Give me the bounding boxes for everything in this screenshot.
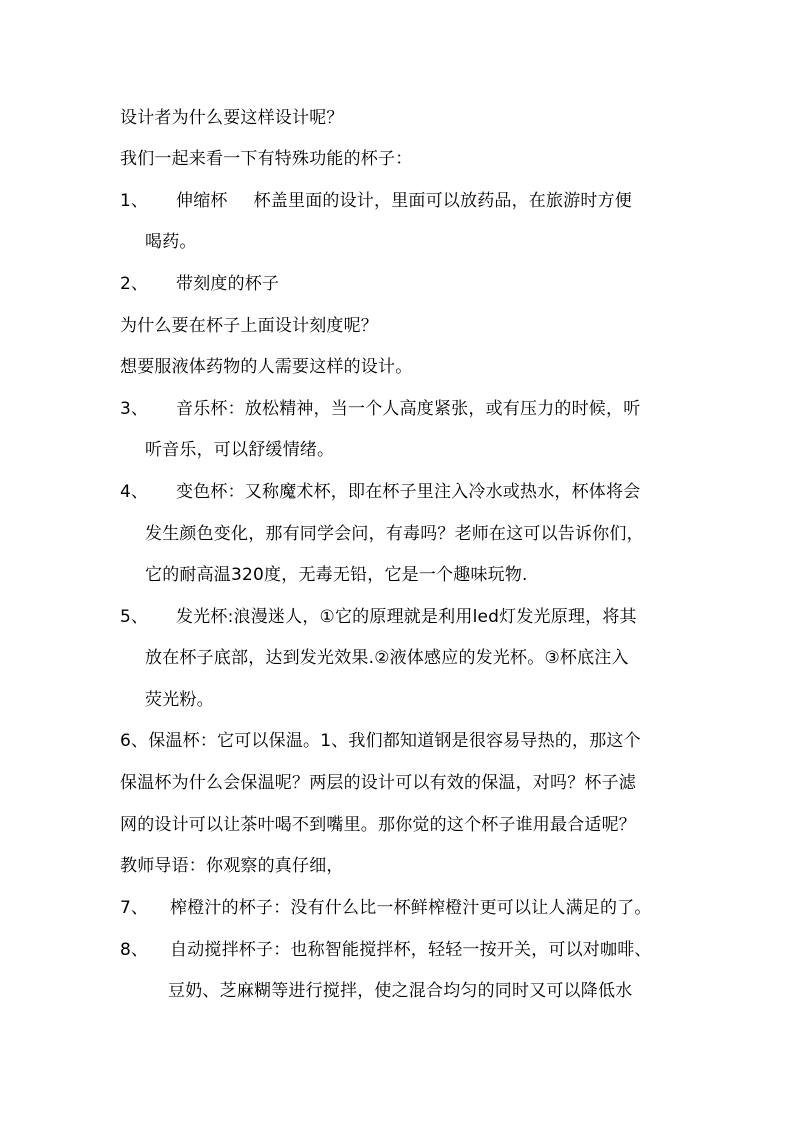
list-item-1-continued: 喝药。 xyxy=(145,232,197,252)
list-item-3-continued: 听音乐，可以舒缓情绪。 xyxy=(145,440,335,460)
list-item-7 xyxy=(120,896,652,920)
answer-scale: 想要服液体药物的人需要这样的设计。 xyxy=(120,357,413,377)
item-description: 音乐杯：放松精神，当一个人高度紧张，或有压力的时候，听 xyxy=(176,399,641,419)
teacher-guide-text: 教师导语：你观察的真仔细， xyxy=(120,856,344,876)
list-item-8-continued: 豆奶、芝麻糊等进行搅拌，使之混合均匀的同时又可以降低水 xyxy=(168,981,633,1001)
list-item-1 xyxy=(120,189,632,213)
list-item-5-continued: 荧光粉。 xyxy=(145,690,214,710)
item-title: 带刻度的杯子 xyxy=(176,274,280,294)
list-item-5-continued: 放在杯子底部，达到发光效果.②液体感应的发光杯。③杯底注入 xyxy=(145,648,629,668)
list-item-6-continued: 保温杯为什么会保温呢？两层的设计可以有效的保温，对吗？杯子滤 xyxy=(120,773,636,793)
item-number: 8、 xyxy=(120,940,149,960)
list-item-4 xyxy=(120,480,640,504)
lead-in-text: 我们一起来看一下有特殊功能的杯子： xyxy=(120,149,413,169)
item-number: 3、 xyxy=(120,399,149,419)
list-item-8 xyxy=(120,938,652,962)
item-description: 变色杯：又称魔术杯，即在杯子里注入冷水或热水，杯体将会 xyxy=(176,482,641,502)
item-title: 伸缩杯 xyxy=(176,191,228,211)
list-item-4-continued: 发生颜色变化，那有同学会问，有毒吗？老师在这可以告诉你们， xyxy=(145,524,644,544)
list-item-5 xyxy=(120,605,637,629)
item-number: 7、 xyxy=(120,898,149,918)
item-number: 2、 xyxy=(120,274,149,294)
question-scale: 为什么要在杯子上面设计刻度呢？ xyxy=(120,316,378,336)
list-item-2 xyxy=(120,272,279,296)
item-description: 榨橙汁的杯子：没有什么比一杯鲜榨橙汁更可以让人满足的了。 xyxy=(170,898,652,918)
item-description: 自动搅拌杯子：也称智能搅拌杯，轻轻一按开关，可以对咖啡、 xyxy=(170,940,652,960)
item-description: 杯盖里面的设计，里面可以放药品，在旅游时方便 xyxy=(253,191,633,211)
item-description: 发光杯:浪漫迷人，①它的原理就是利用led灯发光原理，将其 xyxy=(176,607,637,627)
item-number: 4、 xyxy=(120,482,149,502)
list-item-4-continued: 它的耐高温320度，无毒无铅，它是一个趣味玩物. xyxy=(145,565,528,585)
list-item-3 xyxy=(120,397,640,421)
question-intro: 设计者为什么要这样设计呢？ xyxy=(120,108,344,128)
list-item-6-continued: 网的设计可以让茶叶喝不到嘴里。那你觉的这个杯子谁用最合适呢？ xyxy=(120,815,636,835)
item-number: 5、 xyxy=(120,607,149,627)
list-item-6: 6、保温杯：它可以保温。1、我们都知道钢是很容易导热的，那这个 xyxy=(120,731,641,751)
item-number: 1、 xyxy=(120,191,149,211)
